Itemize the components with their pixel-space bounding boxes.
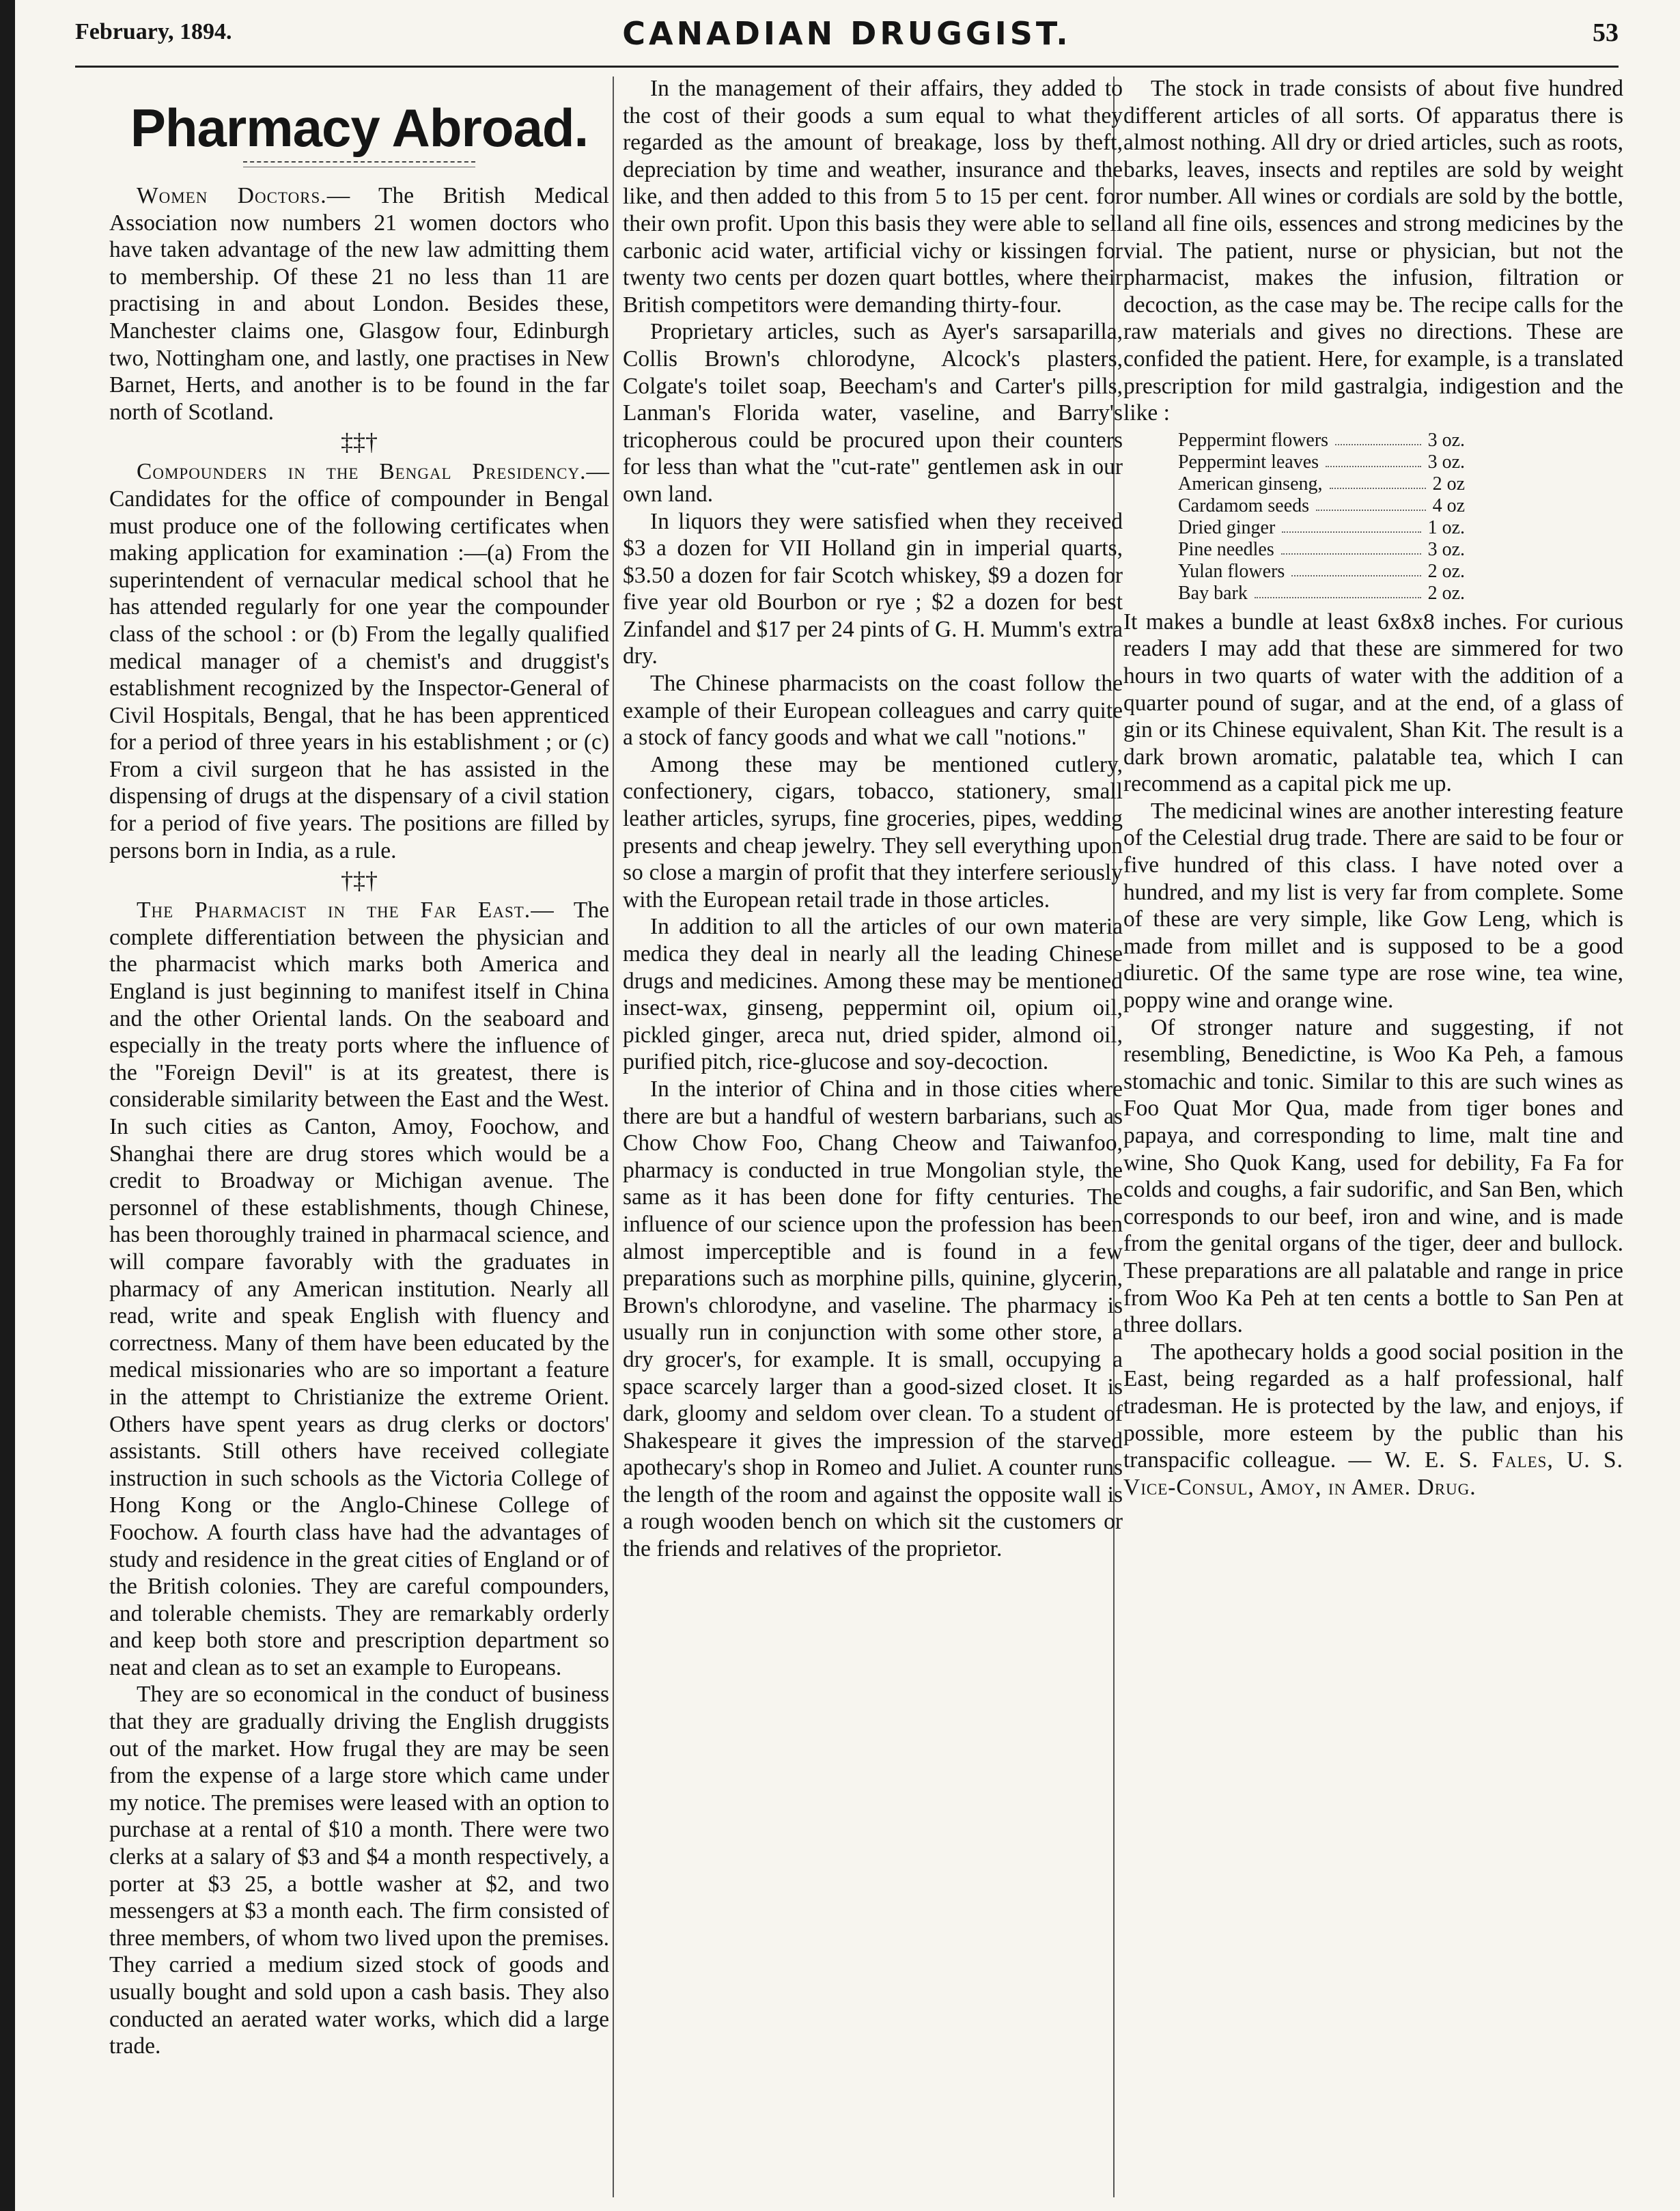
paragraph: Proprietary articles, such as Ayer's sarsaparilla, Collis Brown's chlorodyne, Alcock's plasters, Colgate's toilet soap, Beecham's and Carter's pills, Lanman's Florida water, vaseline, and Barry's tricopherous could be procured upon their counters for less than what the "cut-rate" gentlemen ask in our own land. — [623, 319, 1123, 507]
title-rule — [243, 161, 475, 167]
paragraph: The apothecary holds a good social position in the East, being regarded as a half professional, half tradesman. He is protected by the law, and enjoys, if possible, more esteem by the public than his transpacific colleague. — W. E. S. Fales, U. S. Vice-Consul, Amoy, in Amer. Drug. — [1123, 1339, 1623, 1500]
header-rule — [75, 66, 1619, 68]
list-item: Pine needles 3 oz. — [1178, 538, 1465, 560]
signature: — W. E. S. Fales, U. S. Vice-Consul, Amoy, in Amer. Drug. — [1123, 1447, 1623, 1500]
ornament: ‡‡† — [341, 428, 378, 456]
binding-edge — [0, 0, 15, 2211]
paragraph: The medicinal wines are another interesting feature of the Celestial drug trade. There are said to be four or five hundred of this class. I have noted over a hundred, and my list is very far from complete. Some of these are very simple, like Gow Leng, which is made from millet and is supposed to be a good diuretic. Of the same type are rose wine, tea wine, poppy wine and orange wine. — [1123, 798, 1623, 1014]
paragraph: Among these may be mentioned cutlery, confectionery, cigars, tobacco, stationery, small leather articles, syrups, fine groceries, pipes, wedding presents and cheap jewelry. They sell everything upon so close a margin of profit that they interfere seriously with the European retail trade in those articles. — [623, 751, 1123, 913]
issue-date: February, 1894. — [75, 19, 232, 44]
paragraph: The stock in trade consists of about five hundred different articles of all sorts. Of apparatus there is almost nothing. All dry or dried articles, such as roots, barks, leaves, insects and reptiles are sold by weight or number. All wines or cordials are sold by the bottle, and all fine oils, essences and strong medicines by the vial. The patient, nurse or physician, but not the pharmacist, makes the infusion, filtration or decoction, as the case may be. The recipe calls for the raw materials and gives no directions. These are confided the patient. Here, for example, is a translated prescription for mild gastralgia, indigestion and the like : — [1123, 76, 1623, 426]
paragraph: Of stronger nature and suggesting, if not resembling, Benedictine, is Woo Ka Peh, a famous stomachic and tonic. Similar to this are such wines as Foo Quat Mor Qua, made from tiger bones and papaya, and corresponding to lime, malt tine and wine, Sho Quok Kang, used for debility, Fa Fa for colds and coughs, a fair sudorific, and San Ben, which corresponds to our beef, iron and wine, and is made from the genital organs of the tiger, deer and bullock. These preparations are all palatable and range in price from Woo Ka Peh at ten cents a bottle to San Pen at three dollars. — [1123, 1014, 1623, 1338]
ornament: †‡† — [341, 867, 378, 895]
list-item: Peppermint flowers 3 oz. — [1178, 429, 1465, 451]
column-divider — [613, 77, 614, 2197]
article-title: Pharmacy Abroad. — [130, 98, 589, 158]
paragraph: In addition to all the articles of our own materia medica they deal in nearly all the leading Chinese drugs and medicines. Among these may be mentioned insect-wax, ginseng, peppermint oil, opium oil, pickled ginger, areca nut, dried spider, almond oil, purified pitch, rice-glucose and soy-decoction. — [623, 914, 1123, 1075]
list-item: Yulan flowers 2 oz. — [1178, 560, 1465, 582]
section-heading: Women Doctors. — [137, 183, 327, 208]
paragraph: In the interior of China and in those cities where there are but a handful of western barbarians, such as Chow Chow Foo, Chang Cheow and Taiwanfoo, pharmacy is conducted in true Mongolian style, the same as it has been done for fifty centuries. The influence of our science upon the profession has been almost imperceptible and is found in a few preparations such as morphine pills, quinine, glycerin, Brown's chlorodyne, and vaseline. The pharmacy is usually run in conjunction with some other store, a dry grocer's, for example. It is small, occupying a space scarcely larger than a good-sized closet. It is dark, gloomy and seldom over clean. To a student of Shakespeare it gives the impression of the starved apothecary's shop in Romeo and Juliet. A counter runs the length of the room and against the opposite wall is a rough wooden bench on which sit the customers or the friends and relatives of the proprietor. — [623, 1076, 1123, 1562]
column-2 — [623, 75, 1123, 1563]
paragraph: In the management of their affairs, they added to the cost of their goods a sum equal to what they regarded as the amount of breakage, loss by theft, depreciation by time and weather, insurance and the like, and then added to this from 5 to 15 per cent. for their own profit. Upon this basis they were able to sell carbonic acid water, artificial vichy or kissingen for twenty two cents per dozen quart bottles, where their British competitors were demanding thirty-four. — [623, 76, 1123, 318]
paragraph-far-east: The Pharmacist in the Far East.— The complete differentiation between the physician and the pharmacist which marks both America and England is just beginning to manifest itself in China and the other Oriental lands. On the seaboard and especially in the treaty ports where the influence of the "Foreign Devil" is at its greatest, there is considerable similarity between the East and the West. In such cities as Canton, Amoy, Foochow, and Shanghai there are drug stores which would be a credit to Broadway or Michigan avenue. The personnel of these establishments, though Chinese, has been thoroughly trained in pharmacal science, and will compare favorably with the graduates in pharmacy of any American institution. Nearly all read, write and speak English with fluency and correctness. Many of them have been educated by the medical missionaries who are so important a feature in the attempt to Christianize the extreme Orient. Others have spent years as drug clerks or doctors' assistants. Still others have received collegiate instruction in such schools as the Victoria College of Hong Kong or the Anglo-Chinese College of Foochow. A fourth class have had the advantages of study and residence in the great cities of England or of the British colonies. They are careful compounders, and tolerable chemists. They are remarkably orderly and keep both store and prescription department so neat and clean as to set an example to Europeans. — [109, 898, 609, 1680]
paragraph-compounders: Compounders in the Bengal Presidency.— Candidates for the office of compounder in Bengal must produce one of the following certificates when making application for examination :—(a) From the superintendent of vernacular medical school that he has attended regularly for one year the compounder class of the school : or (b) From the legally qualified medical manager of a chemist's and druggist's establishment recognized by the Inspector-General of Civil Hospitals, Bengal, that he has been apprenticed for a period of three years in his establishment ; or (c) From a civil surgeon that he has assisted in the dispensing of drugs at the dispensary of a civil station for a period of five years. The positions are filled by persons born in India, as a rule. — [109, 459, 609, 863]
list-item: Bay bark 2 oz. — [1178, 582, 1465, 604]
paragraph: They are so economical in the conduct of business that they are gradually driving the English druggists out of the market. How frugal they are may be seen from the expense of a large store which came under my notice. The premises were leased with an option to purchase at a rental of $10 a month. There were two clerks at a salary of $3 and $4 a month respectively, a porter at $3 25, a bottle washer at $2, and two messengers at $3 a month each. The firm consisted of three members, of whom two lived upon the premises. They carried a medium sized stock of goods and usually bought and sold upon a cash basis. They also conducted an aerated water works, which did a large trade. — [109, 1682, 609, 2059]
list-item: American ginseng, 2 oz — [1178, 473, 1465, 495]
column-3 — [1123, 75, 1623, 1501]
masthead: CANADIAN DRUGGIST. — [622, 15, 1072, 52]
list-item: Cardamom seeds 4 oz — [1178, 495, 1465, 516]
paragraph-women-doctors: Women Doctors.— The British Medical Association now numbers 21 women doctors who have taken advantage of the new law admitting them to membership. Of these 21 no less than 11 are practising in and about London. Besides these, Manchester claims one, Glasgow four, Edinburgh two, Nottingham one, and lastly, one practises in New Barnet, Herts, and another is to be found in the far north of Scotland. — [109, 183, 609, 425]
page-header — [75, 15, 1619, 56]
section-heading: Compounders in the Bengal Presidency. — [137, 459, 587, 485]
paragraph: It makes a bundle at least 6x8x8 inches. For curious readers I may add that these are simmered for two hours in two quarts of water with the addition of a quarter pound of sugar, and at the end, of a glass of gin or its Chinese equivalent, Shan Kit. The result is a dark brown aromatic, palatable tea, which I can recommend as a capital pick me up. — [1123, 609, 1623, 797]
list-item: Dried ginger 1 oz. — [1178, 516, 1465, 538]
prescription-list — [1178, 430, 1465, 604]
section-heading: The Pharmacist in the Far East. — [137, 898, 531, 923]
paragraph: In liquors they were satisfied when they received $3 a dozen for VII Holland gin in imperial quarts, $3.50 a dozen for fair Scotch whiskey, $9 a dozen for five year old Bourbon or rye ; $2 a dozen for best Zinfandel and $17 per 24 pints of G. H. Mumm's extra dry. — [623, 508, 1123, 669]
column-1 — [109, 75, 609, 2060]
page-number: 53 — [1593, 18, 1619, 47]
list-item: Peppermint leaves 3 oz. — [1178, 451, 1465, 473]
paragraph: The Chinese pharmacists on the coast follow the example of their European colleagues and carry quite a stock of fancy goods and what we call "notions." — [623, 671, 1123, 751]
